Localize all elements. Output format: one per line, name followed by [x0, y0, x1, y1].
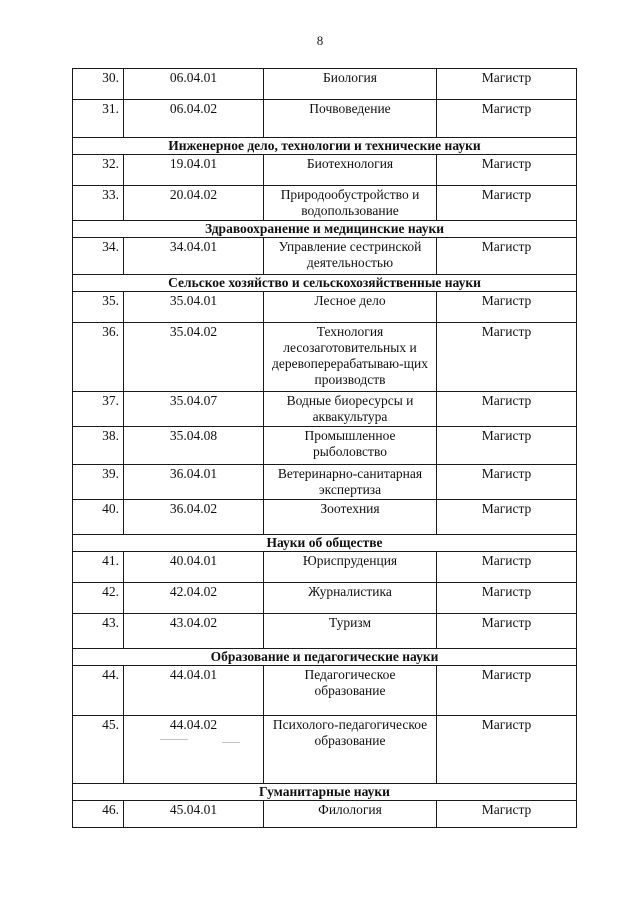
- row-number: 36.: [73, 323, 124, 392]
- section-row: [73, 221, 577, 238]
- row-number: 35.: [73, 292, 124, 323]
- section-row: [73, 784, 577, 801]
- degree-level: Магистр: [437, 427, 577, 465]
- program-name: Зоотехния: [264, 500, 437, 535]
- row-number: 43.: [73, 614, 124, 649]
- program-code: 42.04.02: [124, 583, 264, 614]
- table-row: [73, 292, 577, 323]
- row-number: 33.: [73, 186, 124, 221]
- program-name: Биотехнология: [264, 155, 437, 186]
- program-name: Промышленное рыболовство: [264, 427, 437, 465]
- degree-level: Магистр: [437, 69, 577, 100]
- program-name: Управление сестринской деятельностью: [264, 238, 437, 275]
- table-row: [73, 583, 577, 614]
- row-number: 31.: [73, 100, 124, 138]
- section-title: Образование и педагогические науки: [73, 649, 577, 666]
- program-name: Педагогическое образование: [264, 666, 437, 716]
- row-number: 41.: [73, 552, 124, 583]
- table-row: [73, 465, 577, 500]
- table-row: [73, 155, 577, 186]
- section-row: [73, 649, 577, 666]
- program-code: 36.04.02: [124, 500, 264, 535]
- table-row: [73, 238, 577, 275]
- program-name: Филология: [264, 801, 437, 828]
- row-number: 39.: [73, 465, 124, 500]
- program-name: Природообустройство и водопользование: [264, 186, 437, 221]
- degree-level: Магистр: [437, 666, 577, 716]
- program-name: Лесное дело: [264, 292, 437, 323]
- degree-level: Магистр: [437, 716, 577, 784]
- program-name: Ветеринарно-санитарная экспертиза: [264, 465, 437, 500]
- program-code: 45.04.01: [124, 801, 264, 828]
- program-name: Психолого-педагогическое образование: [264, 716, 437, 784]
- degree-level: Магистр: [437, 583, 577, 614]
- section-title: Сельское хозяйство и сельскохозяйственные науки: [73, 275, 577, 292]
- row-number: 38.: [73, 427, 124, 465]
- program-code: 19.04.01: [124, 155, 264, 186]
- table-row: [73, 186, 577, 221]
- program-name: Биология: [264, 69, 437, 100]
- table-row: [73, 323, 577, 392]
- table-row: [73, 500, 577, 535]
- row-number: 46.: [73, 801, 124, 828]
- degree-level: Магистр: [437, 186, 577, 221]
- programs-table: [72, 68, 577, 828]
- program-code: 36.04.01: [124, 465, 264, 500]
- program-name: Водные биоресурсы и аквакультура: [264, 392, 437, 427]
- program-code: 06.04.01: [124, 69, 264, 100]
- program-code: 40.04.01: [124, 552, 264, 583]
- table-row: [73, 716, 577, 784]
- section-title: Здравоохранение и медицинские науки: [73, 221, 577, 238]
- program-name: Журналистика: [264, 583, 437, 614]
- scan-mark: [222, 742, 240, 743]
- program-code: 43.04.02: [124, 614, 264, 649]
- table-row: [73, 69, 577, 100]
- row-number: 44.: [73, 666, 124, 716]
- row-number: 40.: [73, 500, 124, 535]
- degree-level: Магистр: [437, 552, 577, 583]
- row-number: 34.: [73, 238, 124, 275]
- page-number: 8: [316, 33, 324, 48]
- scan-mark: [160, 739, 188, 740]
- table-row: [73, 666, 577, 716]
- program-code: 06.04.02: [124, 100, 264, 138]
- degree-level: Магистр: [437, 292, 577, 323]
- degree-level: Магистр: [437, 100, 577, 138]
- program-code: 35.04.08: [124, 427, 264, 465]
- degree-level: Магистр: [437, 392, 577, 427]
- table-row: [73, 427, 577, 465]
- program-code: 20.04.02: [124, 186, 264, 221]
- row-number: 45.: [73, 716, 124, 784]
- degree-level: Магистр: [437, 465, 577, 500]
- degree-level: Магистр: [437, 155, 577, 186]
- section-title: Гуманитарные науки: [73, 784, 577, 801]
- degree-level: Магистр: [437, 614, 577, 649]
- row-number: 42.: [73, 583, 124, 614]
- program-name: Туризм: [264, 614, 437, 649]
- table-row: [73, 801, 577, 828]
- table-row: [73, 552, 577, 583]
- table-row: [73, 100, 577, 138]
- degree-level: Магистр: [437, 801, 577, 828]
- program-code: 44.04.01: [124, 666, 264, 716]
- section-row: [73, 138, 577, 155]
- section-title: Науки об обществе: [73, 535, 577, 552]
- program-code: 35.04.01: [124, 292, 264, 323]
- degree-level: Магистр: [437, 500, 577, 535]
- program-code: 44.04.02: [124, 716, 264, 784]
- program-name: Технология лесозаготовительных и деревоперерабатываю-щих производств: [264, 323, 437, 392]
- table-row: [73, 392, 577, 427]
- program-code: 35.04.07: [124, 392, 264, 427]
- programs-table-body: [73, 69, 577, 828]
- section-title: Инженерное дело, технологии и технические науки: [73, 138, 577, 155]
- row-number: 30.: [73, 69, 124, 100]
- program-code: 34.04.01: [124, 238, 264, 275]
- row-number: 37.: [73, 392, 124, 427]
- program-name: Юриспруденция: [264, 552, 437, 583]
- degree-level: Магистр: [437, 323, 577, 392]
- table-row: [73, 614, 577, 649]
- program-code: 35.04.02: [124, 323, 264, 392]
- degree-level: Магистр: [437, 238, 577, 275]
- row-number: 32.: [73, 155, 124, 186]
- program-name: Почвоведение: [264, 100, 437, 138]
- section-row: [73, 275, 577, 292]
- section-row: [73, 535, 577, 552]
